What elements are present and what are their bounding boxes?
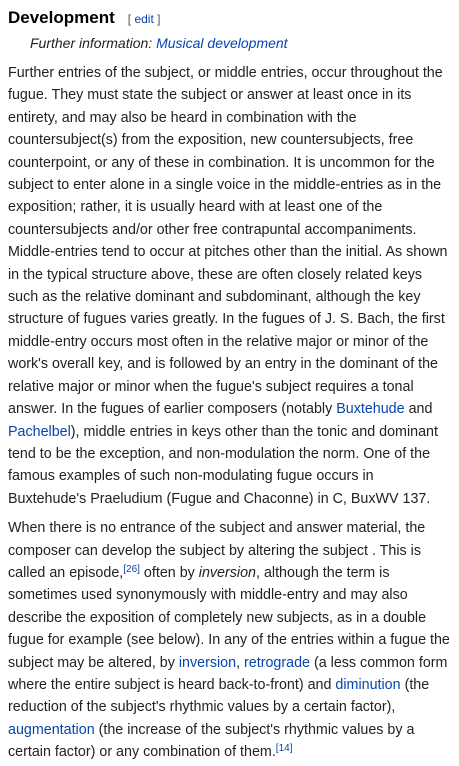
hatnote-prefix: Further information:	[30, 35, 157, 51]
article-section	[0, 8, 459, 764]
inversion-link[interactable]: inversion	[178, 654, 237, 671]
paragraph2-text-d: ,	[236, 654, 245, 671]
paragraph-middle-entries	[8, 62, 451, 510]
augmentation-link[interactable]: augmentation	[8, 721, 95, 738]
hatnote	[30, 33, 451, 53]
edit-bracket-close: ]	[157, 12, 161, 26]
pachelbel-link[interactable]: Pachelbel	[8, 423, 71, 440]
edit-section-link-wrapper	[128, 12, 161, 26]
buxtehude-link[interactable]: Buxtehude	[336, 401, 405, 418]
paragraph2-text-c: , although the term is sometimes used synonymously with middle-entry and may also describe the exposition of completely new subjects, as in a double fugue for example (see below). In any of the entries within a fugue the subject may be altered, by	[8, 564, 450, 671]
paragraph2-text-b: often by	[139, 564, 199, 581]
section-heading	[8, 8, 451, 30]
paragraph2-text-a: When there is no entrance of the subject and answer material, the composer can develop the subject by altering the subject . This is called an episode,	[8, 520, 426, 581]
inversion-italic: inversion	[198, 564, 256, 581]
paragraph2-text-e: (a less common form where the entire subject is heard back-to-front) and	[8, 654, 448, 693]
edit-link[interactable]: edit	[134, 12, 154, 26]
edit-bracket-open: [	[127, 12, 132, 26]
paragraph1-text-c: ), middle entries in keys other than the tonic and dominant tend to be the exception, and non-modulation the norm. One of the famous examples of such non-modulating fugue occurs in Buxtehude's Praeludium (Fugue and Chaconne) in C, BuxWV 137.	[8, 423, 438, 507]
section-title: Development	[8, 8, 115, 27]
paragraph-episodes	[8, 517, 451, 763]
musical-development-link[interactable]: Musical development	[156, 35, 288, 51]
paragraph1-text-b: and	[404, 401, 433, 418]
paragraph1-text-a: Further entries of the subject, or middle entries, occur throughout the fugue. They must state the subject or answer at least once in its entirety, and may also be heard in combination with the countersubject(s) from the exposition, new countersubjects, free counterpoint, or any of these in combination. It is uncommon for the subject to enter alone in a single voice in the middle-entries as in the exposition; rather, it is usually heard with at least one of the countersubjects and/or other free contrapuntal accompaniments. Middle-entries tend to occur at pitches other than the initial. As shown in the typical structure above, these are often closely related keys such as the relative dominant and subdominant, although the key structure of fugues varies greatly. In the fugues of J. S. Bach, the first middle-entry occurs most often in the relative major or minor of the work's overall key, and is followed by an entry in the dominant of the relative major or minor when the fugue's subject requires a tonal answer. In the fugues of earlier composers (notably	[8, 65, 448, 418]
paragraph2-text-f: (the reduction of the subject's rhythmic values by a certain factor),	[8, 676, 430, 716]
diminution-link[interactable]: diminution	[335, 676, 401, 693]
retrograde-link[interactable]: retrograde	[244, 654, 310, 671]
paragraph2-text-g: (the increase of the subject's rhythmic values by a certain factor) or any combination of them.	[8, 721, 415, 761]
reference-14-link[interactable]: [14]	[275, 743, 293, 755]
reference-26-link[interactable]: [26]	[123, 563, 140, 575]
